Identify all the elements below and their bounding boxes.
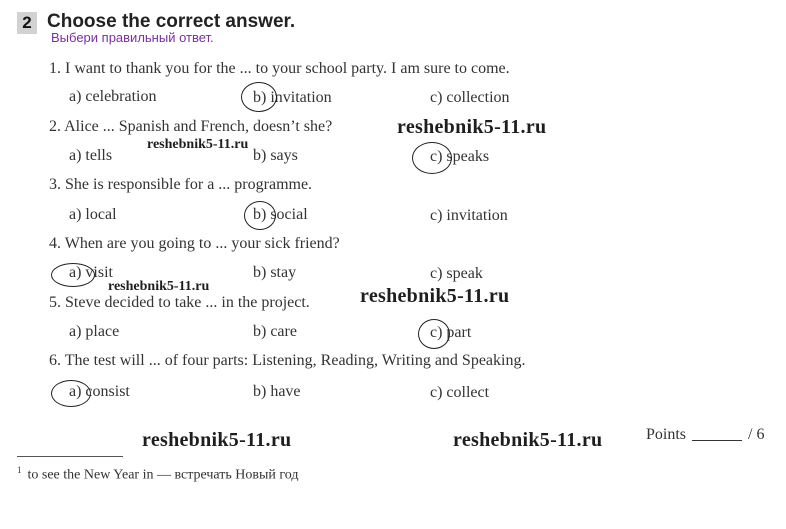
question-5: 5. Steve decided to take ... in the project.: [49, 294, 310, 311]
q6-option-b[interactable]: b) have: [253, 383, 301, 400]
points-input-line[interactable]: [692, 440, 742, 441]
answer-circle-q2: [412, 142, 452, 174]
question-3: 3. She is responsible for a ... programme.: [49, 176, 313, 193]
watermark: reshebnik5-11.ru: [360, 285, 510, 307]
answer-circle-q4: [51, 263, 95, 287]
q4-option-a[interactable]: a) visit: [69, 264, 113, 281]
q6-option-a[interactable]: a) consist: [69, 383, 130, 400]
answer-circle-q1: [241, 82, 277, 112]
watermark: reshebnik5-11.ru: [142, 429, 292, 451]
watermark: reshebnik5-11.ru: [453, 429, 603, 451]
footnote: [17, 465, 299, 484]
q3-option-b[interactable]: b) social: [253, 206, 308, 223]
q5-option-b[interactable]: b) care: [253, 323, 297, 340]
watermark: reshebnik5-11.ru: [397, 116, 547, 138]
q2-option-c[interactable]: c) speaks: [430, 148, 490, 165]
q3-option-c[interactable]: c) invitation: [430, 207, 508, 224]
points-total: / 6: [748, 426, 765, 443]
q6-option-c[interactable]: c) collect: [430, 384, 490, 401]
q1-option-a[interactable]: a) celebration: [69, 88, 157, 105]
watermark-small: reshebnik5-11.ru: [108, 279, 210, 294]
answer-circle-q6: [51, 380, 91, 407]
q5-option-a[interactable]: a) place: [69, 323, 120, 340]
question-1: 1. I want to thank you for the ... to your school party. I am sure to come.: [49, 60, 510, 77]
task-number: 2: [17, 12, 37, 34]
q4-option-b[interactable]: b) stay: [253, 264, 297, 281]
q1-option-c[interactable]: c) collection: [430, 89, 510, 106]
watermark-small: reshebnik5-11.ru: [147, 137, 249, 152]
q4-option-c[interactable]: c) speak: [430, 265, 483, 282]
task-subtitle: Выбери правильный ответ.: [51, 30, 214, 45]
question-6: 6. The test will ... of four parts: Listening, Reading, Writing and Speaking.: [49, 352, 526, 369]
task-title: Choose the correct answer.: [47, 11, 296, 32]
q2-option-b[interactable]: b) says: [253, 147, 298, 164]
answer-circle-q5: [418, 319, 450, 349]
points-label: Points: [646, 426, 687, 443]
footnote-divider: [17, 456, 123, 457]
footnote-mark: 1: [17, 465, 22, 475]
question-4: 4. When are you going to ... your sick friend?: [49, 235, 340, 252]
q2-option-a[interactable]: a) tells: [69, 147, 113, 164]
q3-option-a[interactable]: a) local: [69, 206, 117, 223]
points-score: [646, 426, 764, 444]
answer-circle-q3: [244, 201, 276, 230]
q1-option-b[interactable]: b) invitation: [253, 89, 332, 106]
q5-option-c[interactable]: c) part: [430, 324, 472, 341]
question-2: 2. Alice ... Spanish and French, doesn’t she?: [49, 118, 333, 135]
footnote-text: to see the New Year in — встречать Новый год: [27, 467, 299, 483]
